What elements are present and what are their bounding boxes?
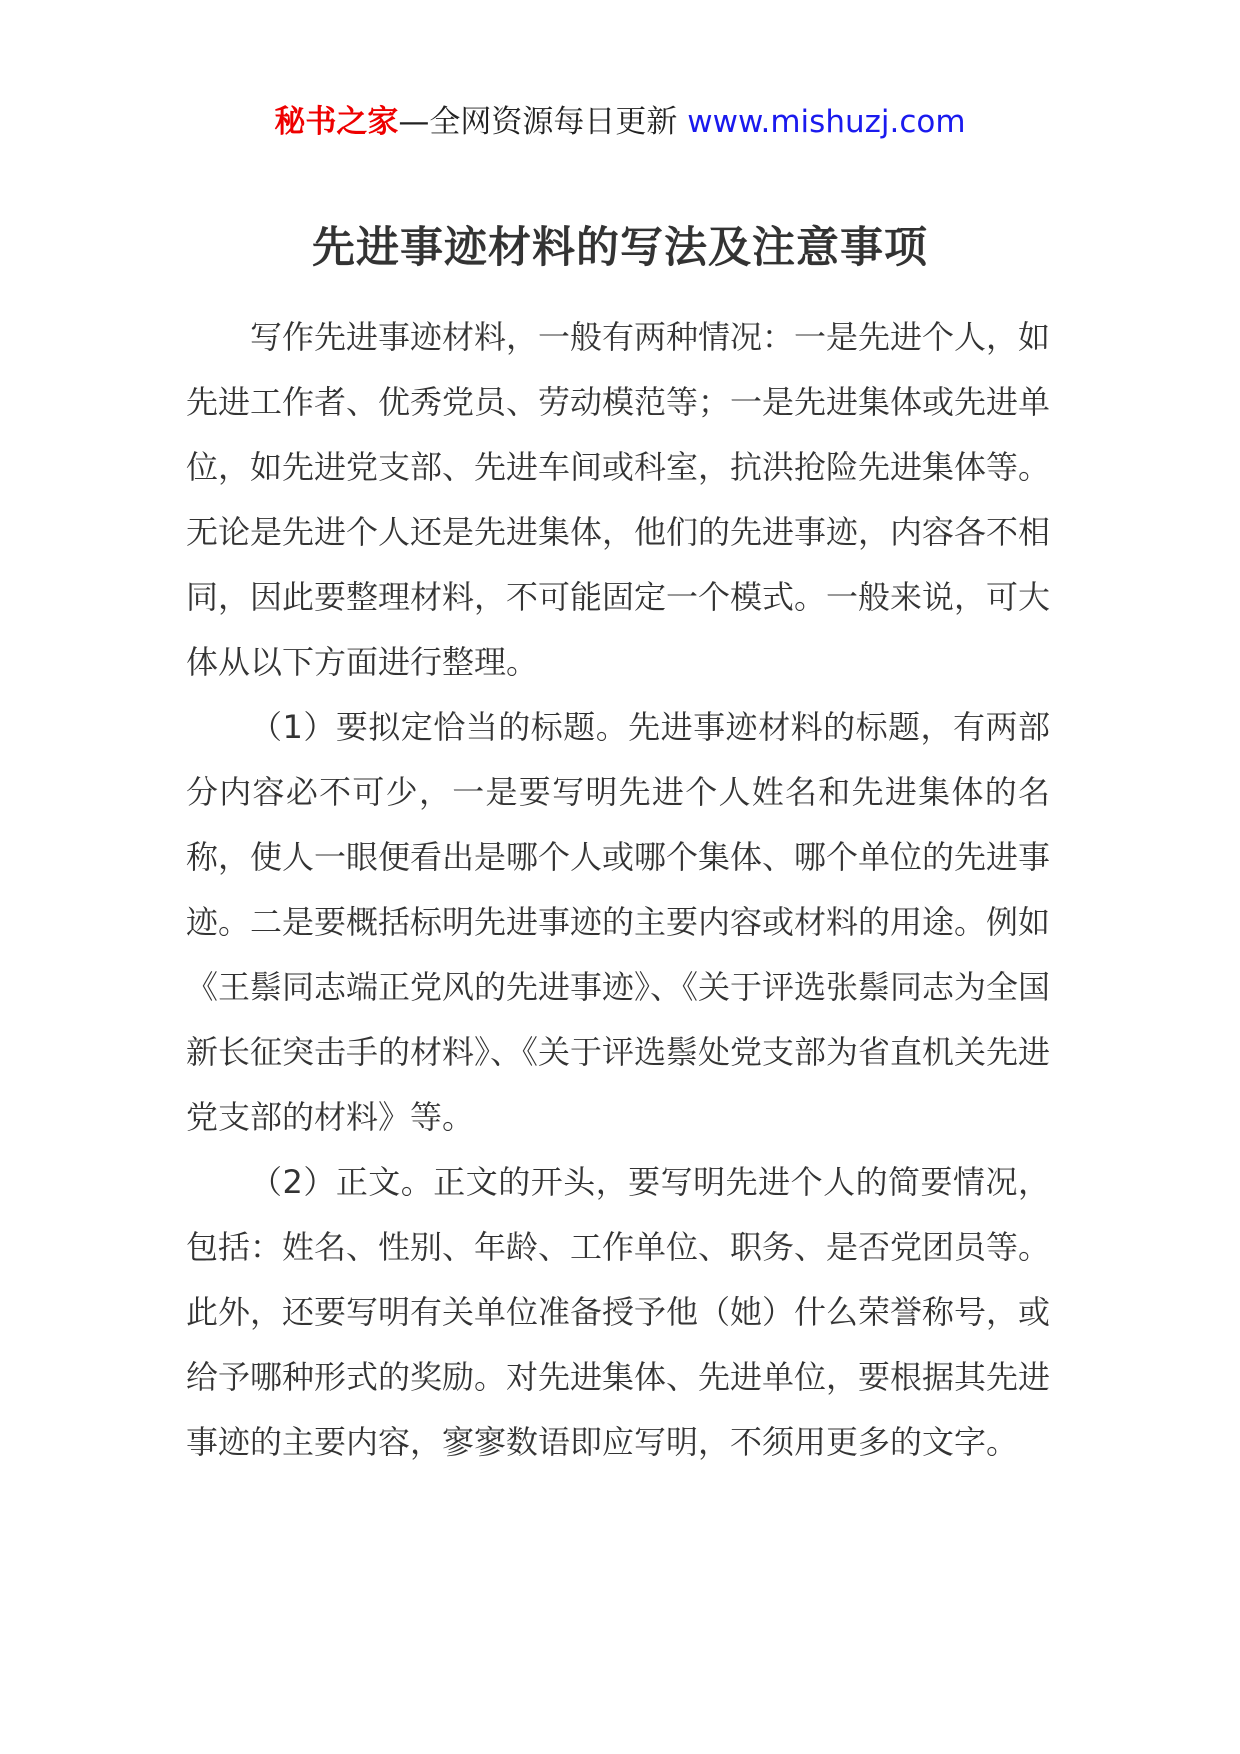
site-tagline: —全网资源每日更新 [398, 104, 688, 140]
document-title: 先进事迹材料的写法及注意事项 [312, 223, 928, 273]
document-body [186, 305, 1050, 1475]
site-brand: 秘书之家 [274, 104, 399, 140]
paragraph-title-section: （1）要拟定恰当的标题。先进事迹材料的标题，有两部分内容必不可少，一是要写明先进个人姓名和先进集体的名称，使人一眼便看出是哪个人或哪个集体、哪个单位的先进事迹。二是要概括标明先进事迹的主要内容或材料的用途。例如《王鬃同志端正党风的先进事迹》、《关于评选张鬃同志为全国新长征突击手的材料》、《关于评选鬃处党支部为省直机关先进党支部的材料》等。 [186, 708, 1051, 1136]
paragraph-intro: 写作先进事迹材料，一般有两种情况：一是先进个人，如先进工作者、优秀党员、劳动模范等；一是先进集体或先进单位，如先进党支部、先进车间或科室，抗洪抢险先进集体等。无论是先进个人还是先进集体，他们的先进事迹，内容各不相同，因此要整理材料，不可能固定一个模式。一般来说，可大体从以下方面进行整理。 [186, 318, 1051, 681]
paragraph-body-section: （2）正文。正文的开头，要写明先进个人的简要情况，包括：姓名、性别、年龄、工作单位、职务、是否党团员等。此外，还要写明有关单位准备授予他（她）什么荣誉称号，或给予哪种形式的奖励。对先进集体、先进单位，要根据其先进事迹的主要内容，寥寥数语即应写明，不须用更多的文字。 [186, 1163, 1051, 1461]
site-header [0, 100, 1240, 144]
site-url-link[interactable]: www.mishuzj.com [687, 104, 966, 140]
